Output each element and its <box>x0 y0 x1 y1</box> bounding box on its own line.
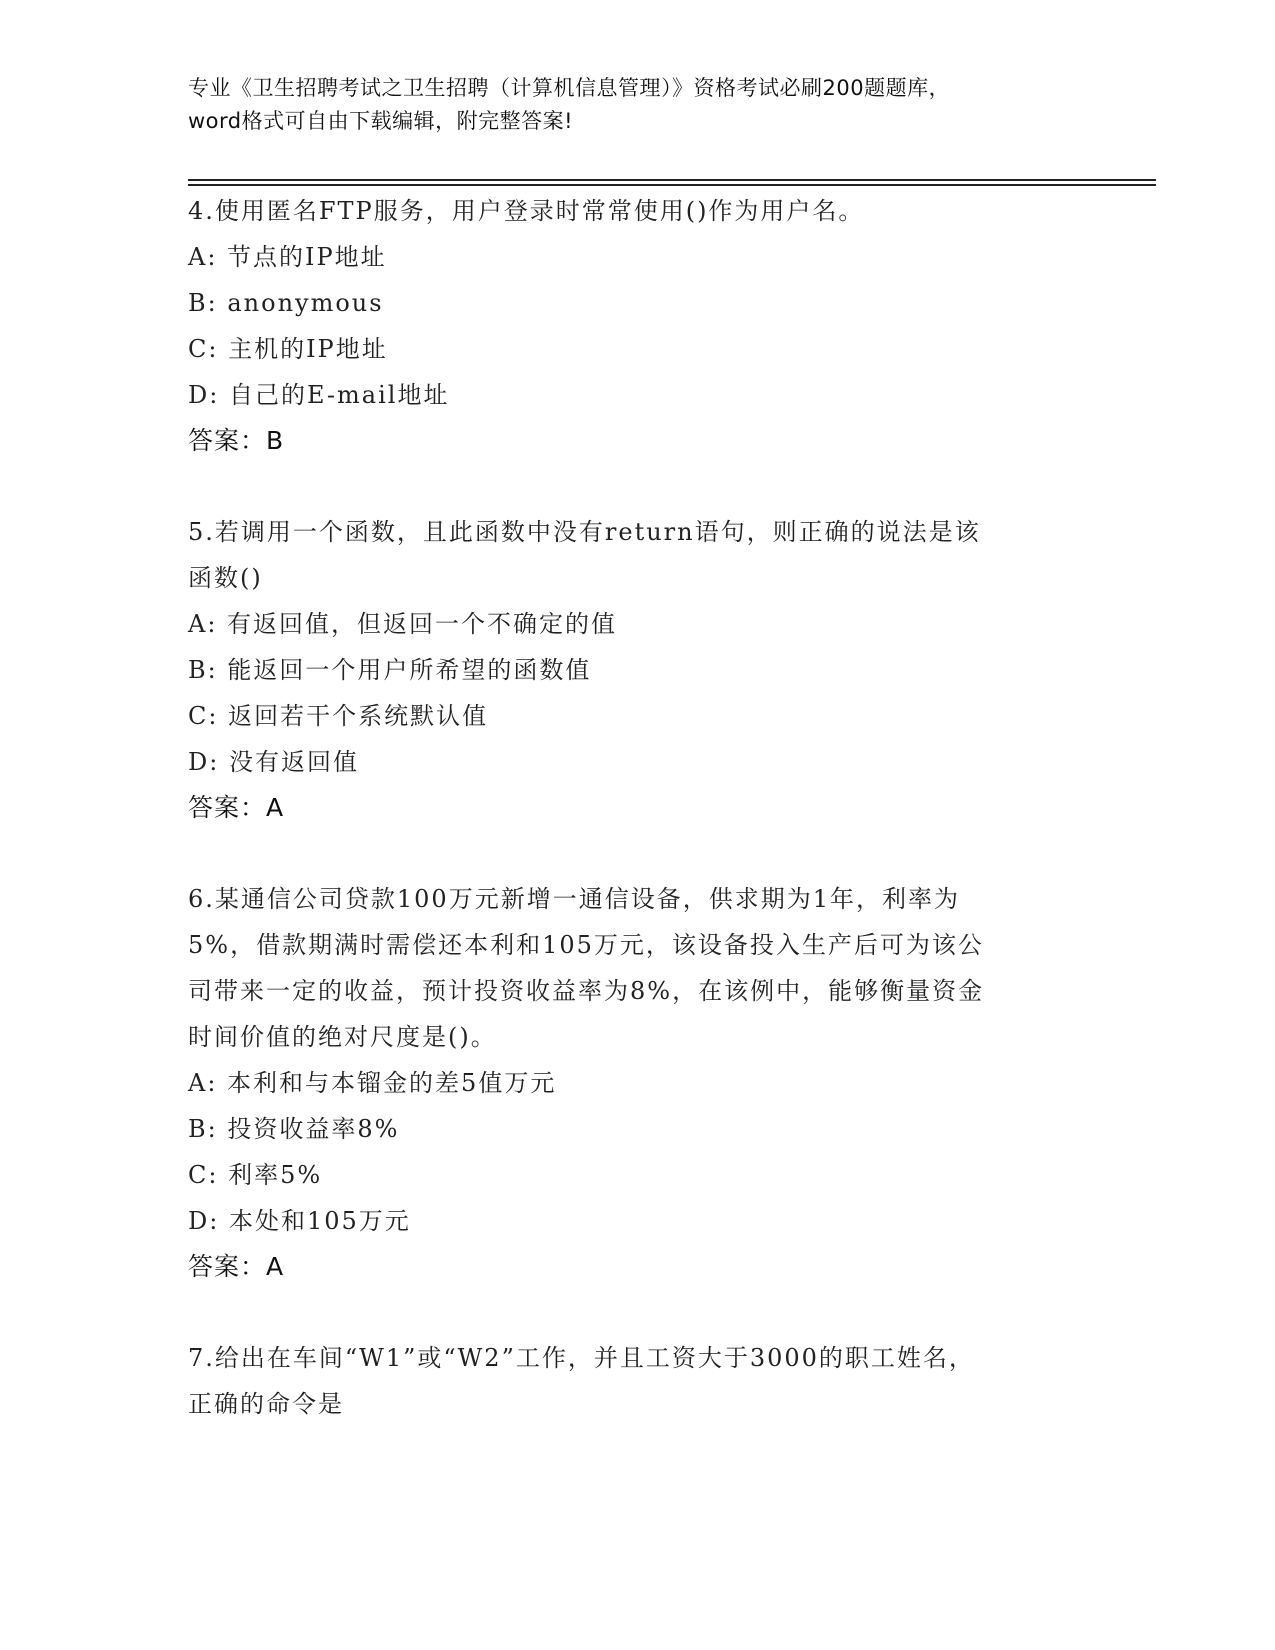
question-stem-line: 5%，借款期满时需偿还本利和105万元，该设备投入生产后可为该公 <box>188 931 984 959</box>
question-list <box>188 188 1088 1427</box>
question-stem-line: 6.某通信公司贷款100万元新增一通信设备，供求期为1年，利率为 <box>188 885 960 913</box>
answer-option: A: 本利和与本镏金的差5值万元 <box>188 1069 557 1097</box>
question-stem-line: 司带来一定的收益，预计投资收益率为8%，在该例中，能够衡量资金 <box>188 977 985 1005</box>
question-stem-line: 7.给出在车间“W1”或“W2”工作，并且工资大于3000的职工姓名， <box>188 1344 975 1372</box>
question-stem-line: 4.使用匿名FTP服务，用户登录时常常使用()作为用户名。 <box>188 197 865 225</box>
answer-option: B: 能返回一个用户所希望的函数值 <box>188 656 592 684</box>
answer-key: 答案：A <box>188 793 285 822</box>
question-stem-line: 5.若调用一个函数，且此函数中没有return语句，则正确的说法是该 <box>188 518 981 546</box>
question-block <box>188 188 1088 464</box>
header-line-1: 专业《卫生招聘考试之卫生招聘（计算机信息管理）》资格考试必刷200题题库， <box>188 76 951 100</box>
question-stem-line: 时间价值的绝对尺度是()。 <box>188 1023 497 1051</box>
header-line-2: word格式可自由下载编辑，附完整答案! <box>188 109 574 133</box>
question-spacer <box>188 831 1088 876</box>
answer-option: D: 没有返回值 <box>188 748 359 776</box>
header-divider-bottom <box>188 184 1156 186</box>
question-spacer <box>188 464 1088 509</box>
question-block <box>188 876 1088 1290</box>
answer-option: B: anonymous <box>188 289 384 317</box>
answer-option: C: 主机的IP地址 <box>188 335 388 363</box>
question-stem-line: 函数() <box>188 564 263 592</box>
answer-key: 答案：A <box>188 1252 285 1281</box>
header-divider-top <box>188 179 1156 181</box>
answer-option: D: 自己的E-mail地址 <box>188 381 450 409</box>
document-header <box>188 72 1088 138</box>
answer-option: D: 本处和105万元 <box>188 1207 411 1235</box>
answer-option: C: 返回若干个系统默认值 <box>188 702 489 730</box>
answer-option: A: 节点的IP地址 <box>188 243 387 271</box>
answer-option: C: 利率5% <box>188 1161 323 1189</box>
question-block <box>188 509 1088 831</box>
question-spacer <box>188 1290 1088 1335</box>
answer-option: B: 投资收益率8% <box>188 1115 400 1143</box>
question-stem-line: 正确的命令是 <box>188 1390 344 1418</box>
answer-option: A: 有返回值，但返回一个不确定的值 <box>188 610 618 638</box>
question-block <box>188 1335 1088 1427</box>
answer-key: 答案：B <box>188 426 285 455</box>
